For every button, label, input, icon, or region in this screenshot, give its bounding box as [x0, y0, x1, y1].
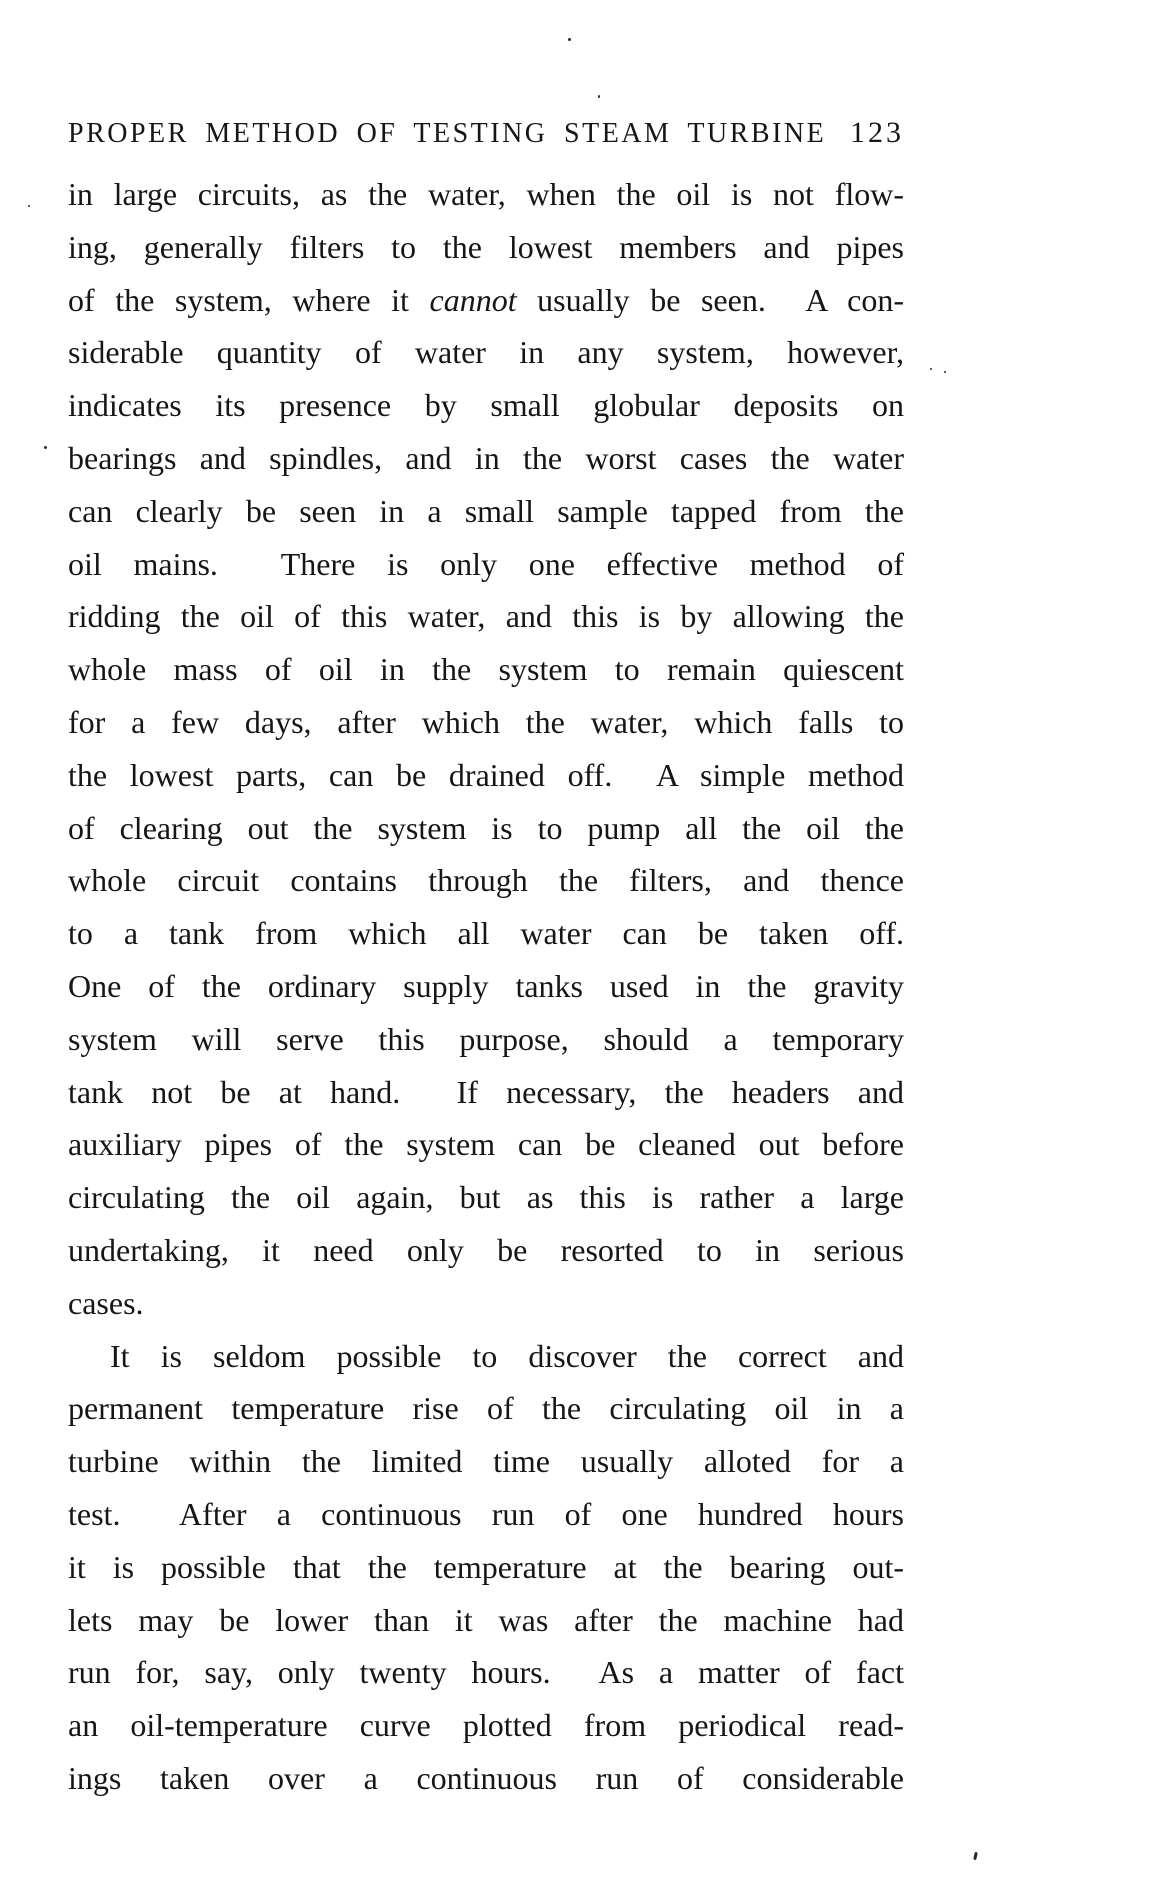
text-segment: an oil-temperature curve plotted from periodical read-: [68, 1707, 904, 1744]
text-line: [68, 1066, 904, 1119]
text-segment: it is possible that the temperature at the bearing out-: [68, 1548, 904, 1585]
text-segment: tank not be at hand. If necessary, the headers and: [68, 1073, 904, 1110]
text-segment: One of the ordinary supply tanks used in the gravity: [68, 967, 904, 1004]
scan-speck: [44, 446, 47, 449]
text-segment: can clearly be seen in a small sample tapped from the: [68, 492, 904, 529]
scan-speck: [944, 371, 946, 373]
header-title: PROPER METHOD OF TESTING STEAM TURBINE: [68, 118, 827, 149]
text-line: [68, 1118, 904, 1171]
text-line: [68, 1171, 904, 1224]
text-segment: to a tank from which all water can be taken off.: [68, 915, 904, 952]
scan-speck: [28, 205, 30, 207]
text-segment: ridding the oil of this water, and this is by allowing the: [68, 598, 904, 635]
text-segment: ings taken over a continuous run of considerable: [68, 1759, 904, 1796]
text-segment: indicates its presence by small globular deposits on: [68, 387, 904, 424]
text-line: [68, 432, 904, 485]
text-block: [68, 168, 904, 1805]
text-line: [68, 802, 904, 855]
text-segment: for a few days, after which the water, which falls to: [68, 703, 904, 740]
scan-speck: [973, 1852, 978, 1860]
text-segment: lets may be lower than it was after the machine had: [68, 1601, 904, 1638]
text-line: [68, 1752, 904, 1805]
text-line: [68, 854, 904, 907]
text-segment: siderable quantity of water in any system, however,: [68, 334, 904, 371]
text-line: [68, 749, 904, 802]
text-segment: whole circuit contains through the filters, and thence: [68, 862, 904, 899]
text-line: [68, 696, 904, 749]
text-line: [68, 1435, 904, 1488]
text-segment: cases.: [68, 1284, 144, 1321]
text-line: [68, 1224, 904, 1277]
text-segment: turbine within the limited time usually alloted for a: [68, 1443, 904, 1480]
text-segment: test. After a continuous run of one hundred hours: [68, 1495, 904, 1532]
text-line: [68, 1488, 904, 1541]
text-segment: permanent temperature rise of the circulating oil in a: [68, 1390, 904, 1427]
scan-speck: [568, 38, 571, 41]
text-segment: run for, say, only twenty hours. As a matter of fact: [68, 1654, 904, 1691]
text-line: [68, 1541, 904, 1594]
text-line: [68, 1594, 904, 1647]
text-segment: in large circuits, as the water, when the oil is not flow-: [68, 176, 904, 212]
italic-word: cannot: [429, 281, 517, 318]
text-segment: of the system, where it: [68, 281, 430, 318]
text-line: [68, 326, 904, 379]
text-line: [68, 221, 904, 274]
text-segment: ing, generally filters to the lowest members and pipes: [68, 228, 904, 265]
text-line: [68, 960, 904, 1013]
text-line: [68, 643, 904, 696]
text-line: [68, 590, 904, 643]
text-segment: auxiliary pipes of the system can be cleaned out before: [68, 1126, 904, 1163]
text-line: [68, 1330, 904, 1383]
text-segment: of clearing out the system is to pump all the oil the: [68, 809, 904, 846]
text-line: [68, 168, 904, 221]
text-line: [68, 379, 904, 432]
text-segment: It is seldom possible to discover the correct and: [110, 1337, 904, 1374]
text-segment: undertaking, it need only be resorted to in serious: [68, 1231, 904, 1268]
text-segment: whole mass of oil in the system to remain quiescent: [68, 651, 904, 688]
text-segment: oil mains. There is only one effective method of: [68, 545, 904, 582]
text-segment: circulating the oil again, but as this is rather a large: [68, 1179, 904, 1216]
text-segment: the lowest parts, can be drained off. A simple method: [68, 756, 904, 793]
text-segment: usually be seen. A con-: [516, 281, 905, 318]
text-line: [68, 274, 904, 327]
text-line: [68, 485, 904, 538]
text-segment: bearings and spindles, and in the worst cases the water: [68, 439, 904, 476]
text-line: [68, 538, 904, 591]
text-segment: system will serve this purpose, should a temporary: [68, 1020, 904, 1057]
page-number: 123: [850, 116, 904, 149]
scan-speck: [930, 368, 932, 370]
running-header: [68, 116, 904, 150]
text-line: [68, 1382, 904, 1435]
text-line: [68, 1013, 904, 1066]
scan-speck: [598, 95, 600, 98]
text-line: [68, 907, 904, 960]
text-line: [68, 1277, 904, 1330]
text-line: [68, 1646, 904, 1699]
text-line: [68, 1699, 904, 1752]
